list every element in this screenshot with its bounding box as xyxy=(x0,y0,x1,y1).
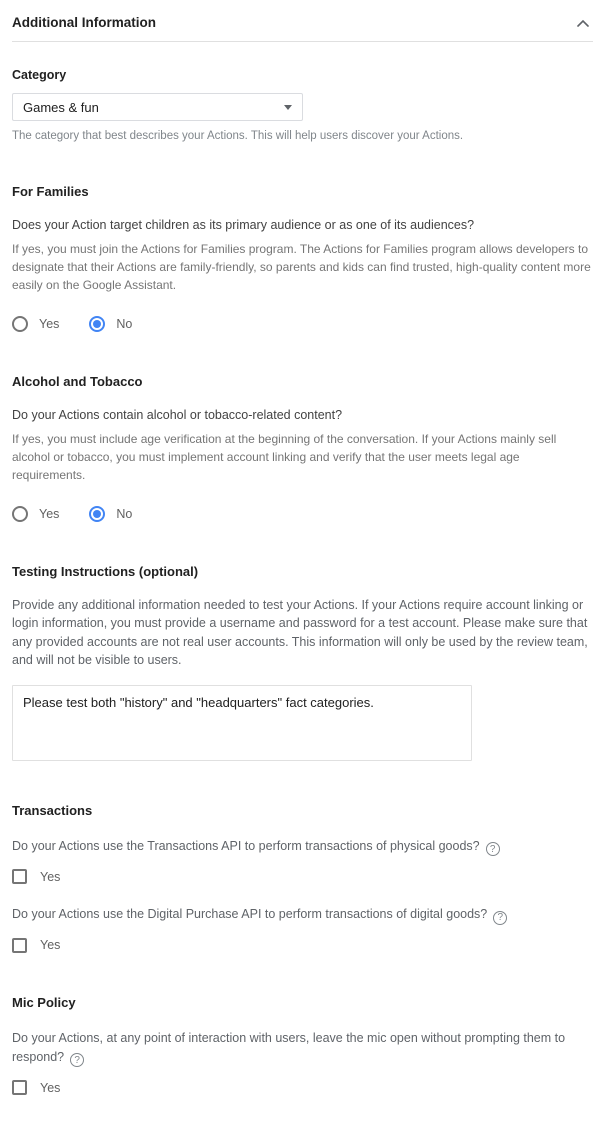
checkbox-label-yes: Yes xyxy=(40,938,61,953)
transactions-physical-checkbox-row[interactable] xyxy=(12,869,593,884)
page-title: Additional Information xyxy=(12,15,156,30)
transactions-question-digital xyxy=(12,905,587,925)
category-helper-text: The category that best describes your Actions. This will help users discover your Actions. xyxy=(12,130,464,142)
checkbox-label-yes: Yes xyxy=(40,869,61,884)
alcohol-tobacco-radio-yes[interactable] xyxy=(12,506,59,522)
mic-policy-title: Mic Policy xyxy=(12,994,76,1010)
radio-label-no: No xyxy=(116,507,133,522)
transactions-section xyxy=(12,803,593,953)
for-families-section xyxy=(12,184,593,332)
for-families-radio-no[interactable] xyxy=(89,316,132,332)
alcohol-tobacco-radio-group xyxy=(12,506,593,522)
alcohol-tobacco-radio-no[interactable] xyxy=(89,506,132,522)
for-families-title: For Families xyxy=(12,184,89,199)
mic-policy-question xyxy=(12,1029,587,1067)
dropdown-caret-icon xyxy=(284,105,292,110)
mic-policy-question-text: Do your Actions, at any point of interaction with users, leave the mic open without prompting them to respond? xyxy=(12,1030,566,1064)
checkbox-label-yes: Yes xyxy=(40,1080,61,1095)
category-label: Category xyxy=(12,68,67,82)
help-icon[interactable] xyxy=(70,1053,84,1067)
help-icon[interactable] xyxy=(486,842,500,856)
radio-unselected-icon xyxy=(12,506,28,522)
section-header xyxy=(12,0,593,42)
checkbox-unchecked-icon xyxy=(12,938,27,953)
testing-instructions-description: Provide any additional information needed to test your Actions. If your Actions require account linking or login information, you must provide a username and password for a test account. Please make sure that any provided accounts are not real user accounts. This information will only be used by the review team, and will not be visible to users. xyxy=(12,598,588,667)
collapse-chevron-up-icon[interactable] xyxy=(575,17,591,29)
alcohol-tobacco-title: Alcohol and Tobacco xyxy=(12,374,143,390)
transactions-question-physical-text: Do your Actions use the Transactions API to perform transactions of physical goods? xyxy=(12,838,480,853)
mic-policy-checkbox-row[interactable] xyxy=(12,1080,593,1095)
alcohol-tobacco-question: Do your Actions contain alcohol or tobacco-related content? xyxy=(12,408,343,423)
checkbox-unchecked-icon xyxy=(12,869,27,884)
category-field xyxy=(12,68,593,142)
alcohol-tobacco-section xyxy=(12,374,593,522)
transactions-title: Transactions xyxy=(12,802,93,818)
mic-policy-section xyxy=(12,995,593,1095)
testing-instructions-section xyxy=(12,564,593,761)
radio-label-no: No xyxy=(116,317,133,332)
for-families-description: If yes, you must join the Actions for Families program. The Actions for Families program allows developers to designate that their Actions are family-friendly, so parents and kids can find trusted, high-quality content more easily on the Google Assistant. xyxy=(12,242,591,293)
radio-selected-icon xyxy=(89,506,105,522)
for-families-radio-yes[interactable] xyxy=(12,316,59,332)
radio-label-yes: Yes xyxy=(39,507,60,522)
testing-instructions-title: Testing Instructions (optional) xyxy=(12,564,199,580)
alcohol-tobacco-description: If yes, you must include age verification at the beginning of the conversation. If your Actions mainly sell alcohol or tobacco, you must implement account linking and verify that the user meets legal age requirements. xyxy=(12,432,557,483)
radio-selected-icon xyxy=(89,316,105,332)
category-select-value: Games & fun xyxy=(23,99,99,115)
transactions-question-physical xyxy=(12,837,587,857)
transactions-question-digital-text: Do your Actions use the Digital Purchase API to perform transactions of digital goods? xyxy=(12,907,488,922)
radio-unselected-icon xyxy=(12,316,28,332)
radio-label-yes: Yes xyxy=(39,317,60,332)
category-select[interactable] xyxy=(12,93,303,121)
transactions-digital-checkbox-row[interactable] xyxy=(12,938,593,953)
help-icon[interactable] xyxy=(493,911,507,925)
for-families-question: Does your Action target children as its primary audience or as one of its audiences? xyxy=(12,218,475,232)
checkbox-unchecked-icon xyxy=(12,1080,27,1095)
for-families-radio-group xyxy=(12,316,593,332)
testing-instructions-textarea[interactable] xyxy=(12,685,472,761)
